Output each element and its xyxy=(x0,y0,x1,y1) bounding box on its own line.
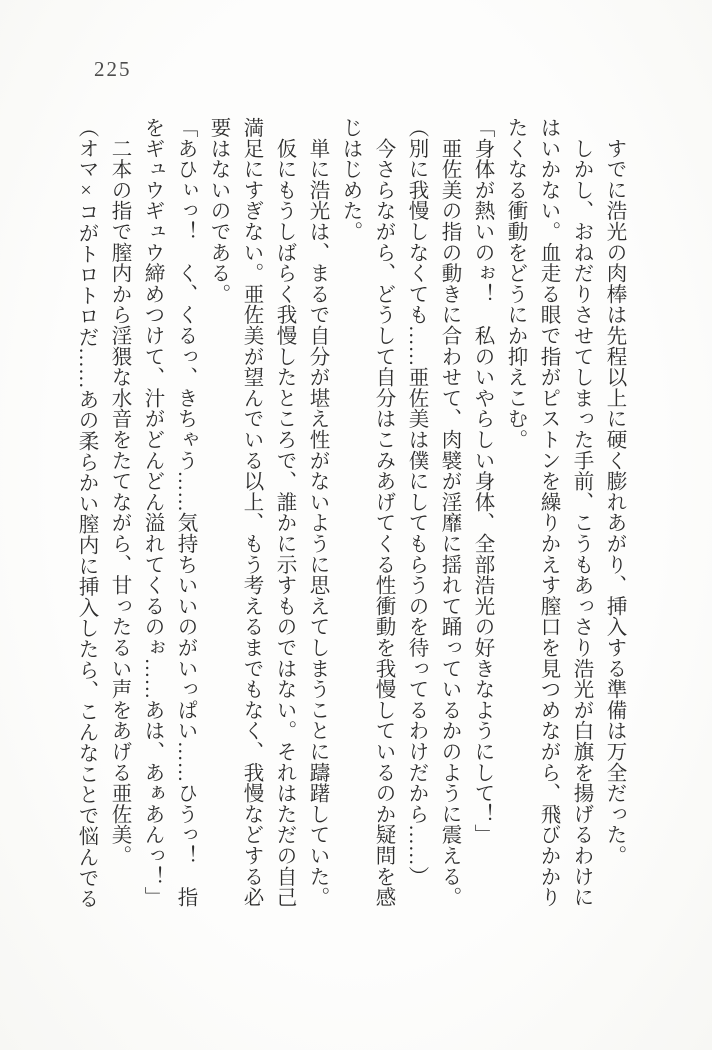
text-line: （オマ×コがトロトロだ……あの柔らかい膣内に挿入したら、こんなことで悩んでる xyxy=(75,117,97,909)
text-line: じはじめた。 xyxy=(339,117,361,242)
text-line: 単に浩光は、まるで自分が堪え性がないように思えてしまうことに躊躇していた。 xyxy=(306,117,328,908)
text-line: たくなる衝動をどうにか抑えこむ。 xyxy=(504,117,526,450)
text-line: すでに浩光の肉棒は先程以上に硬く膨れあがり、挿入する準備は万全だった。 xyxy=(603,117,625,866)
text-line: はいかない。血走る眼で指がピストンを繰りかえす膣口を見つめながら、飛びかかり xyxy=(537,117,559,908)
text-line: をギュウギュウ締めつけて、汁がどんどん溢れてくるのぉ……あは、あぁあんっ！」 xyxy=(141,117,163,908)
text-line: 「身体が熱いのぉ！ 私のいやらしい身体、全部浩光の好きなようにして！」 xyxy=(471,117,493,845)
text-line: 仮にもうしばらく我慢したところで、誰かに示すものではない。それはただの自己 xyxy=(273,117,295,908)
text-line: 今さらながら、どうして自分はこみあげてくる性衝動を我慢しているのか疑問を感 xyxy=(372,117,394,908)
text-line: 満足にすぎない。亜佐美が望んでいる以上、もう考えるまでもなく、我慢などする必 xyxy=(240,117,262,908)
text-line: 「あひぃっ！ く、くるっ、きちゃう……気持ちいいのがいっぱい……ひうっ！ 指 xyxy=(174,117,196,908)
text-line: しかし、おねだりさせてしまった手前、こうもあっさり浩光が白旗を揚げるわけに xyxy=(570,117,592,908)
text-line: （別に我慢しなくても……亜佐美は僕にしてもらうのを待ってるわけだから……） xyxy=(405,117,427,887)
text-block xyxy=(69,117,630,949)
text-line: 要はないのである。 xyxy=(207,117,229,305)
page-number: 225 xyxy=(94,57,132,81)
text-line: 亜佐美の指の動きに合わせて、肉襞が淫靡に揺れて踊っているかのように震える。 xyxy=(438,117,460,908)
text-line: 二本の指で膣内から淫猥な水音をたてながら、甘ったるい声をあげる亜佐美。 xyxy=(108,117,130,866)
